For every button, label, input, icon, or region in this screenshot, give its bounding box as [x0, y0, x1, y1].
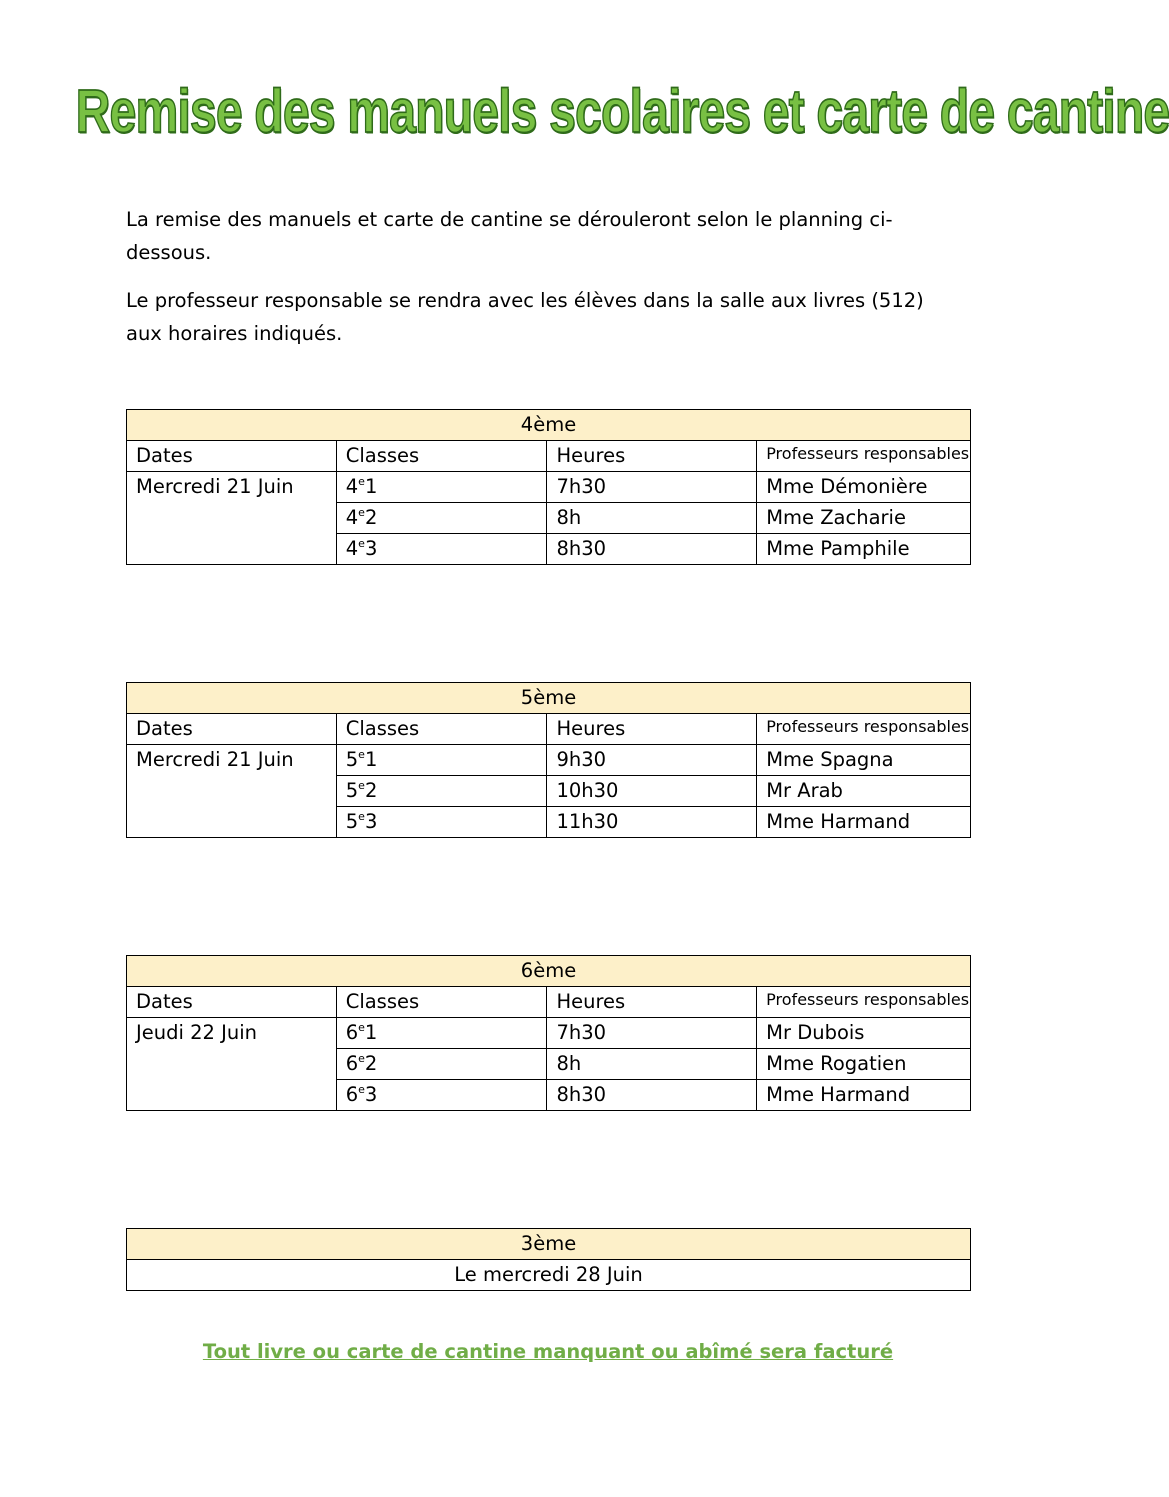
class-cell: 6e1 — [336, 1018, 547, 1049]
intro-paragraph-1: La remise des manuels et carte de cantine se dérouleront selon le planning ci-dessous. — [126, 208, 893, 264]
table-row — [127, 472, 971, 503]
time-cell: 10h30 — [547, 776, 757, 807]
column-header-profs: Professeurs responsables — [757, 441, 971, 472]
time-cell: 7h30 — [547, 472, 757, 503]
time-cell: 8h30 — [547, 1080, 757, 1111]
intro-paragraph-2: Le professeur responsable se rendra avec les élèves dans la salle aux livres (512) aux horaires indiqués. — [126, 289, 924, 345]
class-cell: 5e1 — [336, 745, 547, 776]
table-level-header: 4ème — [127, 410, 971, 441]
prof-cell: Mme Spagna — [757, 745, 971, 776]
prof-cell: Mme Harmand — [757, 807, 971, 838]
column-header-heures: Heures — [547, 987, 757, 1018]
column-header-dates: Dates — [127, 714, 337, 745]
time-cell: 8h30 — [547, 534, 757, 565]
column-header-profs: Professeurs responsables — [757, 714, 971, 745]
billing-notice: Tout livre ou carte de cantine manquant ou abîmé sera facturé — [202, 1340, 894, 1363]
column-header-dates: Dates — [127, 441, 337, 472]
class-cell: 6e3 — [336, 1080, 547, 1111]
schedule-table-3eme — [126, 1228, 971, 1291]
prof-cell: Mr Dubois — [757, 1018, 971, 1049]
table-row — [127, 1018, 971, 1049]
prof-cell: Mme Démonière — [757, 472, 971, 503]
time-cell: 7h30 — [547, 1018, 757, 1049]
class-cell: 4e3 — [336, 534, 547, 565]
table-level-header: 5ème — [127, 683, 971, 714]
time-cell: 8h — [547, 503, 757, 534]
table-row — [127, 745, 971, 776]
date-cell: Jeudi 22 Juin — [127, 1018, 337, 1111]
prof-cell: Mme Pamphile — [757, 534, 971, 565]
date-cell: Mercredi 21 Juin — [127, 745, 337, 838]
class-cell: 5e3 — [336, 807, 547, 838]
time-cell: 8h — [547, 1049, 757, 1080]
column-header-classes: Classes — [336, 714, 547, 745]
column-header-classes: Classes — [336, 441, 547, 472]
column-header-heures: Heures — [547, 714, 757, 745]
time-cell: 9h30 — [547, 745, 757, 776]
schedule-table-5eme — [126, 682, 971, 838]
column-header-dates: Dates — [127, 987, 337, 1018]
table-level-header: 6ème — [127, 956, 971, 987]
schedule-table-4eme — [126, 409, 971, 565]
class-cell: 4e2 — [336, 503, 547, 534]
page-title: Remise des manuels scolaires et carte de cantine — [75, 76, 1169, 146]
column-header-heures: Heures — [547, 441, 757, 472]
date-cell: Mercredi 21 Juin — [127, 472, 337, 565]
prof-cell: Mme Zacharie — [757, 503, 971, 534]
class-cell: 4e1 — [336, 472, 547, 503]
table-level-header: 3ème — [127, 1229, 971, 1260]
class-cell: 5e2 — [336, 776, 547, 807]
date-cell: Le mercredi 28 Juin — [127, 1260, 971, 1291]
column-header-classes: Classes — [336, 987, 547, 1018]
time-cell: 11h30 — [547, 807, 757, 838]
class-cell: 6e2 — [336, 1049, 547, 1080]
schedule-table-6eme — [126, 955, 971, 1111]
prof-cell: Mme Harmand — [757, 1080, 971, 1111]
prof-cell: Mr Arab — [757, 776, 971, 807]
prof-cell: Mme Rogatien — [757, 1049, 971, 1080]
column-header-profs: Professeurs responsables — [757, 987, 971, 1018]
